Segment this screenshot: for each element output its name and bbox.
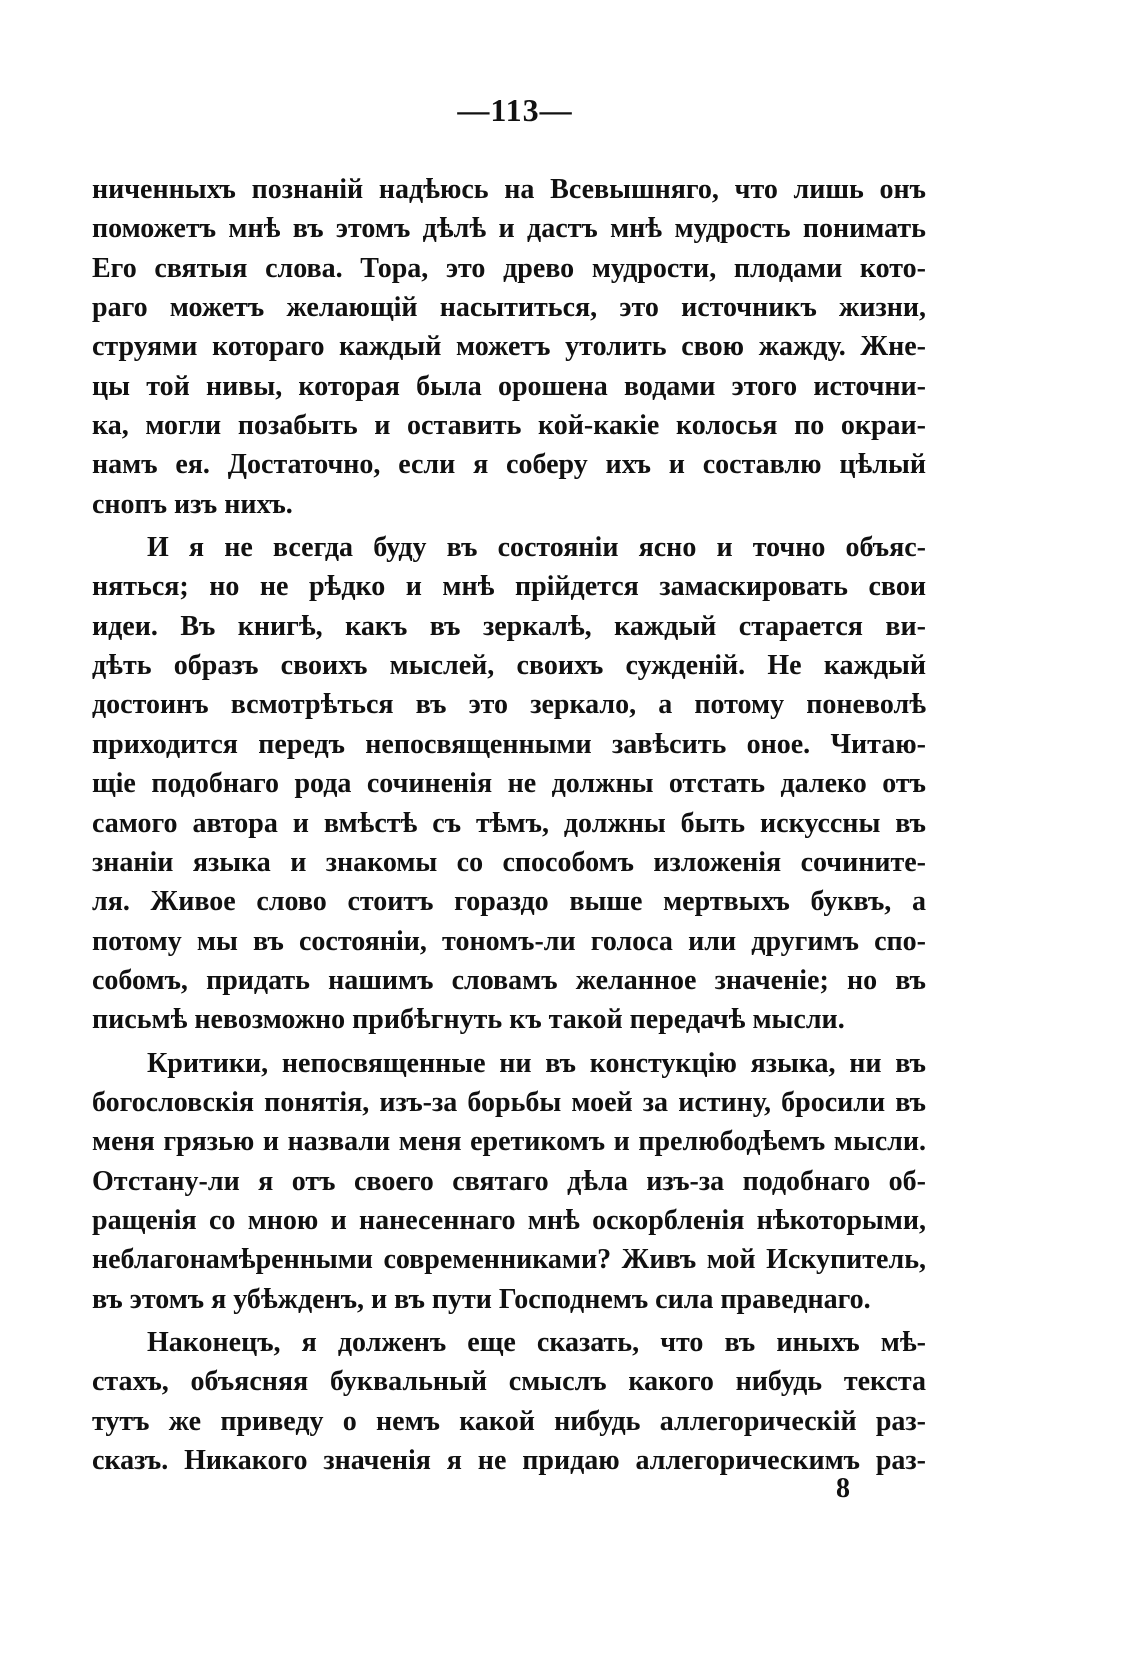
text-line: ниченныхъ познаній надѣюсь на Всевышняго, что лишь онъ (92, 174, 926, 205)
text-line: раго можетъ желающій насытиться, это источникъ жизни, (92, 292, 926, 324)
text-line: Наконецъ, я долженъ еще сказать, что въ иныхъ мѣ- (147, 1326, 926, 1358)
text-line: ля. Живое слово стоитъ гораздо выше мертвыхъ буквъ, а (92, 886, 926, 918)
text-line: снопъ изъ нихъ. (92, 488, 293, 520)
text-line: ращенія со мною и нанесеннаго мнѣ оскорбленія нѣкоторыми, (92, 1204, 926, 1236)
text-line: знаніи языка и знакомы со способомъ изложенія сочините- (92, 846, 926, 878)
text-line: достоинъ всмотрѣться въ это зеркало, а потому поневолѣ (92, 689, 926, 721)
text-line: Отстану-ли я отъ своего святаго дѣла изъ-за подобнаго об- (92, 1165, 926, 1197)
text-line: И я не всегда буду въ состояніи ясно и точно объяс- (147, 532, 926, 564)
text-line: собомъ, придать нашимъ словамъ желанное значеніе; но въ (92, 964, 926, 996)
text-line: меня грязью и назвали меня еретикомъ и прелюбодѣемъ мысли. (92, 1126, 926, 1158)
paragraph (92, 1323, 926, 1480)
text-line: идеи. Въ книгѣ, какъ въ зеркалѣ, каждый старается ви- (92, 610, 926, 642)
paragraph (92, 170, 926, 524)
page-number (0, 92, 1030, 129)
text-line: тутъ же приведу о немъ какой нибудь аллегорическій раз- (92, 1405, 926, 1437)
text-line: богословскія понятія, изъ-за борьбы моей за истину, бросили въ (92, 1086, 926, 1118)
signature-mark: 8 (836, 1473, 850, 1504)
paragraph (92, 528, 926, 1039)
text-line: цы той нивы, которая была орошена водами этого источни- (92, 370, 926, 402)
text-line: письмѣ невозможно прибѣгнуть къ такой передачѣ мысли. (92, 1004, 845, 1036)
text-line: щіе подобнаго рода сочиненія не должны отстать далеко отъ (92, 768, 926, 800)
text-line: сказъ. Никакого значенія я не придаю аллегорическимъ раз- (92, 1445, 926, 1476)
text-line: поможетъ мнѣ въ этомъ дѣлѣ и дастъ мнѣ мудрость понимать (92, 213, 926, 245)
text-line: Его святыя слова. Тора, это древо мудрости, плодами кото- (92, 252, 926, 284)
text-line: ка, могли позабыть и оставить кой-какіе колосья по окраи- (92, 410, 926, 442)
text-line: стахъ, объясняя буквальный смыслъ какого нибудь текста (92, 1366, 926, 1398)
text-line: въ этомъ я убѣжденъ, и въ пути Господнемъ сила праведнаго. (92, 1283, 871, 1315)
text-line: неблагонамѣренными современниками? Живъ мой Искупитель, (92, 1244, 926, 1276)
text-line: приходится передъ непосвященными завѣсить оное. Читаю- (92, 728, 926, 760)
text-line: Критики, непосвященные ни въ констукцію языка, ни въ (147, 1047, 926, 1079)
text-line: струями котораго каждый можетъ утолить свою жажду. Жне- (92, 331, 926, 363)
text-line: намъ ея. Достаточно, если я соберу ихъ и составлю цѣлый (92, 449, 926, 481)
body-text (92, 170, 926, 1480)
paragraph (92, 1044, 926, 1319)
text-line: потому мы въ состояніи, тономъ-ли голоса или другимъ спо- (92, 925, 926, 957)
text-line: самого автора и вмѣстѣ съ тѣмъ, должны быть искуссны въ (92, 807, 926, 839)
page-number-dash-left: — (457, 92, 491, 128)
text-line: дѣть образъ своихъ мыслей, своихъ сужденій. Не каждый (92, 650, 926, 682)
page-number-value: 113 (490, 92, 540, 128)
text-line: няться; но не рѣдко и мнѣ прійдется замаскировать свои (92, 571, 926, 603)
page-number-dash-right: — (539, 92, 573, 128)
